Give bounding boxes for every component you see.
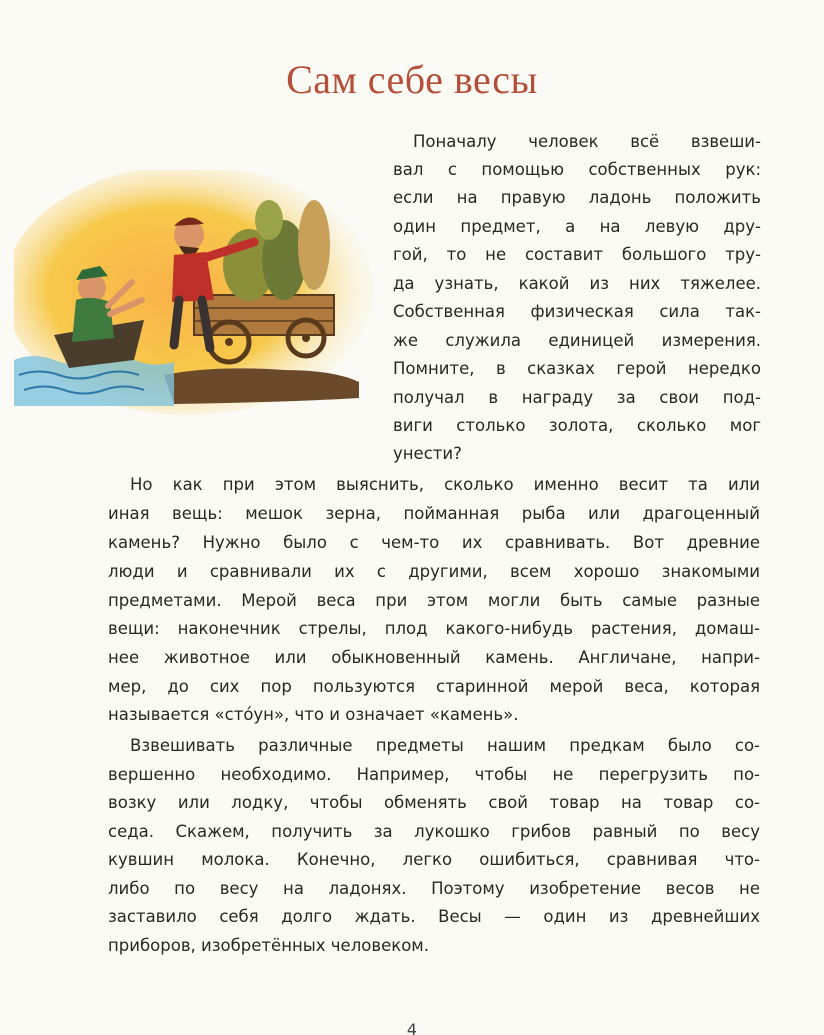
lead-line: да узнать, какой из них тяжелее. — [393, 274, 761, 293]
paragraph-line: заставило себя долго ждать. Весы — один из древнейших — [108, 907, 760, 926]
paragraph-line: люди и сравнивали их с другими, всем хорошо знакомыми — [108, 562, 760, 581]
paragraph-line: предметами. Мерой веса при этом могли быть самые разные — [108, 591, 760, 610]
page-title: Сам себе весы — [286, 57, 538, 102]
paragraph-line: иная вещь: мешок зерна, пойманная рыба или драгоценный — [108, 504, 760, 523]
paragraph-line: приборов, изобретённых человеком. — [108, 936, 429, 955]
paragraph-line: вершенно необходимо. Например, чтобы не перегрузить по- — [108, 765, 760, 784]
paragraph-line: возку или лодку, чтобы обменять свой товар на товар со- — [108, 793, 760, 812]
paragraph-line: кувшин молока. Конечно, легко ошибиться, сравнивая что- — [108, 850, 760, 869]
lead-line: получал в награду за свои под- — [393, 388, 761, 407]
paragraph-line: Но как при этом выяснить, сколько именно весит та или — [130, 475, 760, 494]
lead-line: же служила единицей измерения. — [393, 331, 761, 350]
lead-line: гой, то не составит большого тру- — [393, 245, 761, 264]
lead-line: унести? — [393, 444, 462, 463]
lead-line: Поначалу человек всё взвеши- — [413, 132, 761, 151]
story-illustration — [14, 170, 374, 415]
paragraph-line: седа. Скажем, получить за лукошко грибов равный по весу — [108, 822, 760, 841]
paragraph-line: мер, до сих пор пользуются старинной мерой веса, которая — [108, 677, 760, 696]
lead-line: Помните, в сказках герой нередко — [393, 359, 761, 378]
paragraph-line: либо по весу на ладонях. Поэтому изобретение весов не — [108, 879, 760, 898]
lead-line: Собственная физическая сила так- — [393, 302, 761, 321]
page-number: 4 — [406, 1020, 418, 1035]
lead-line: виги столько золота, сколько мог — [393, 416, 761, 435]
lead-line: если на правую ладонь положить — [393, 188, 761, 207]
lead-line: один предмет, а на левую дру- — [393, 217, 761, 236]
paragraph-line: называется «стóун», что и означает «камень». — [108, 705, 519, 724]
lead-line: вал с помощью собственных рук: — [393, 160, 761, 179]
paragraph-line: нее животное или обыкновенный камень. Англичане, напри- — [108, 648, 760, 667]
paragraph-line: вещи: наконечник стрелы, плод какого-нибудь растения, домаш- — [108, 619, 760, 638]
paragraph-line: Взвешивать различные предметы нашим предкам было со- — [130, 736, 760, 755]
paragraph-line: камень? Нужно было с чем-то их сравнивать. Вот древние — [108, 533, 760, 552]
